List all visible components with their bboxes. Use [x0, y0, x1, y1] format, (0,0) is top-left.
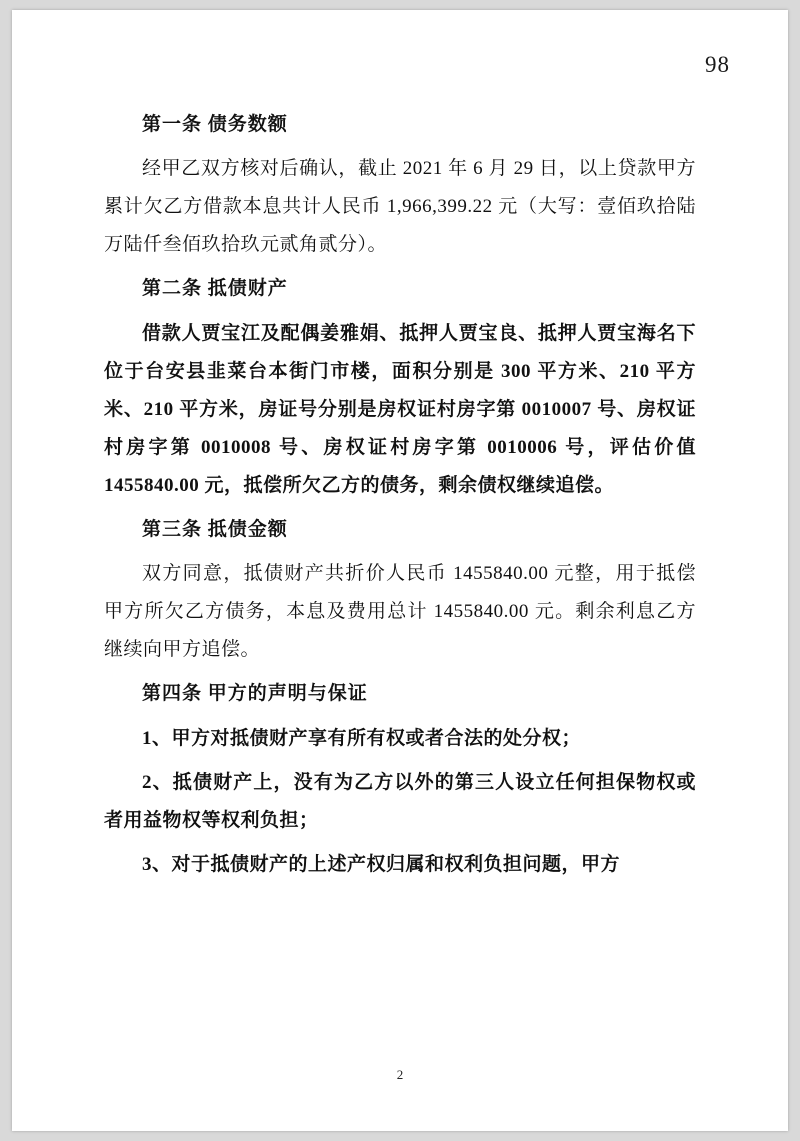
- section-paragraph-3: 双方同意，抵债财产共折价人民币 1455840.00 元整，用于抵偿甲方所欠乙方债务，本息及费用总计 1455840.00 元。剩余利息乙方继续向甲方追偿。: [104, 563, 696, 661]
- section-heading-4: 第四条 甲方的声明与保证: [142, 683, 368, 705]
- section-list-item-2: 2、抵债财产上，没有为乙方以外的第三人设立任何担保物权或者用益物权等权利负担；: [104, 771, 696, 831]
- section-paragraph-1: 经甲乙双方核对后确认，截止 2021 年 6 月 29 日，以上贷款甲方累计欠乙方借款本息共计人民币 1,966,399.22 元（大写：壹佰玖拾陆万陆仟叁佰玖拾玖元贰角贰分）。: [104, 158, 696, 256]
- page-corner-mark: 98: [705, 52, 730, 77]
- section-paragraph-2: 借款人贾宝江及配偶姜雅娟、抵押人贾宝良、抵押人贾宝海名下位于台安县韭菜台本街门市楼，面积分别是 300 平方米、210 平方米、210 平方米，房证号分别是房权证村房字第 0010007 号、房权证村房字第 0010008 号、房权证村房字第 0010006 号，评估价值 1455840.00 元，抵偿所欠乙方的债务，剩余债权继续追偿。: [104, 322, 696, 496]
- section-heading-1: 第一条 债务数额: [142, 114, 288, 135]
- document-body: [104, 110, 696, 890]
- footer-page-number: 2: [396, 1067, 404, 1082]
- section-list-item-1: 1、甲方对抵债财产享有所有权或者合法的处分权；: [142, 727, 582, 749]
- document-page: [12, 10, 788, 1131]
- section-list-item-3: 3、对于抵债财产的上述产权归属和权利负担问题，甲方: [142, 853, 621, 875]
- section-heading-3: 第三条 抵债金额: [142, 518, 288, 540]
- section-heading-2: 第二条 抵债财产: [142, 278, 288, 300]
